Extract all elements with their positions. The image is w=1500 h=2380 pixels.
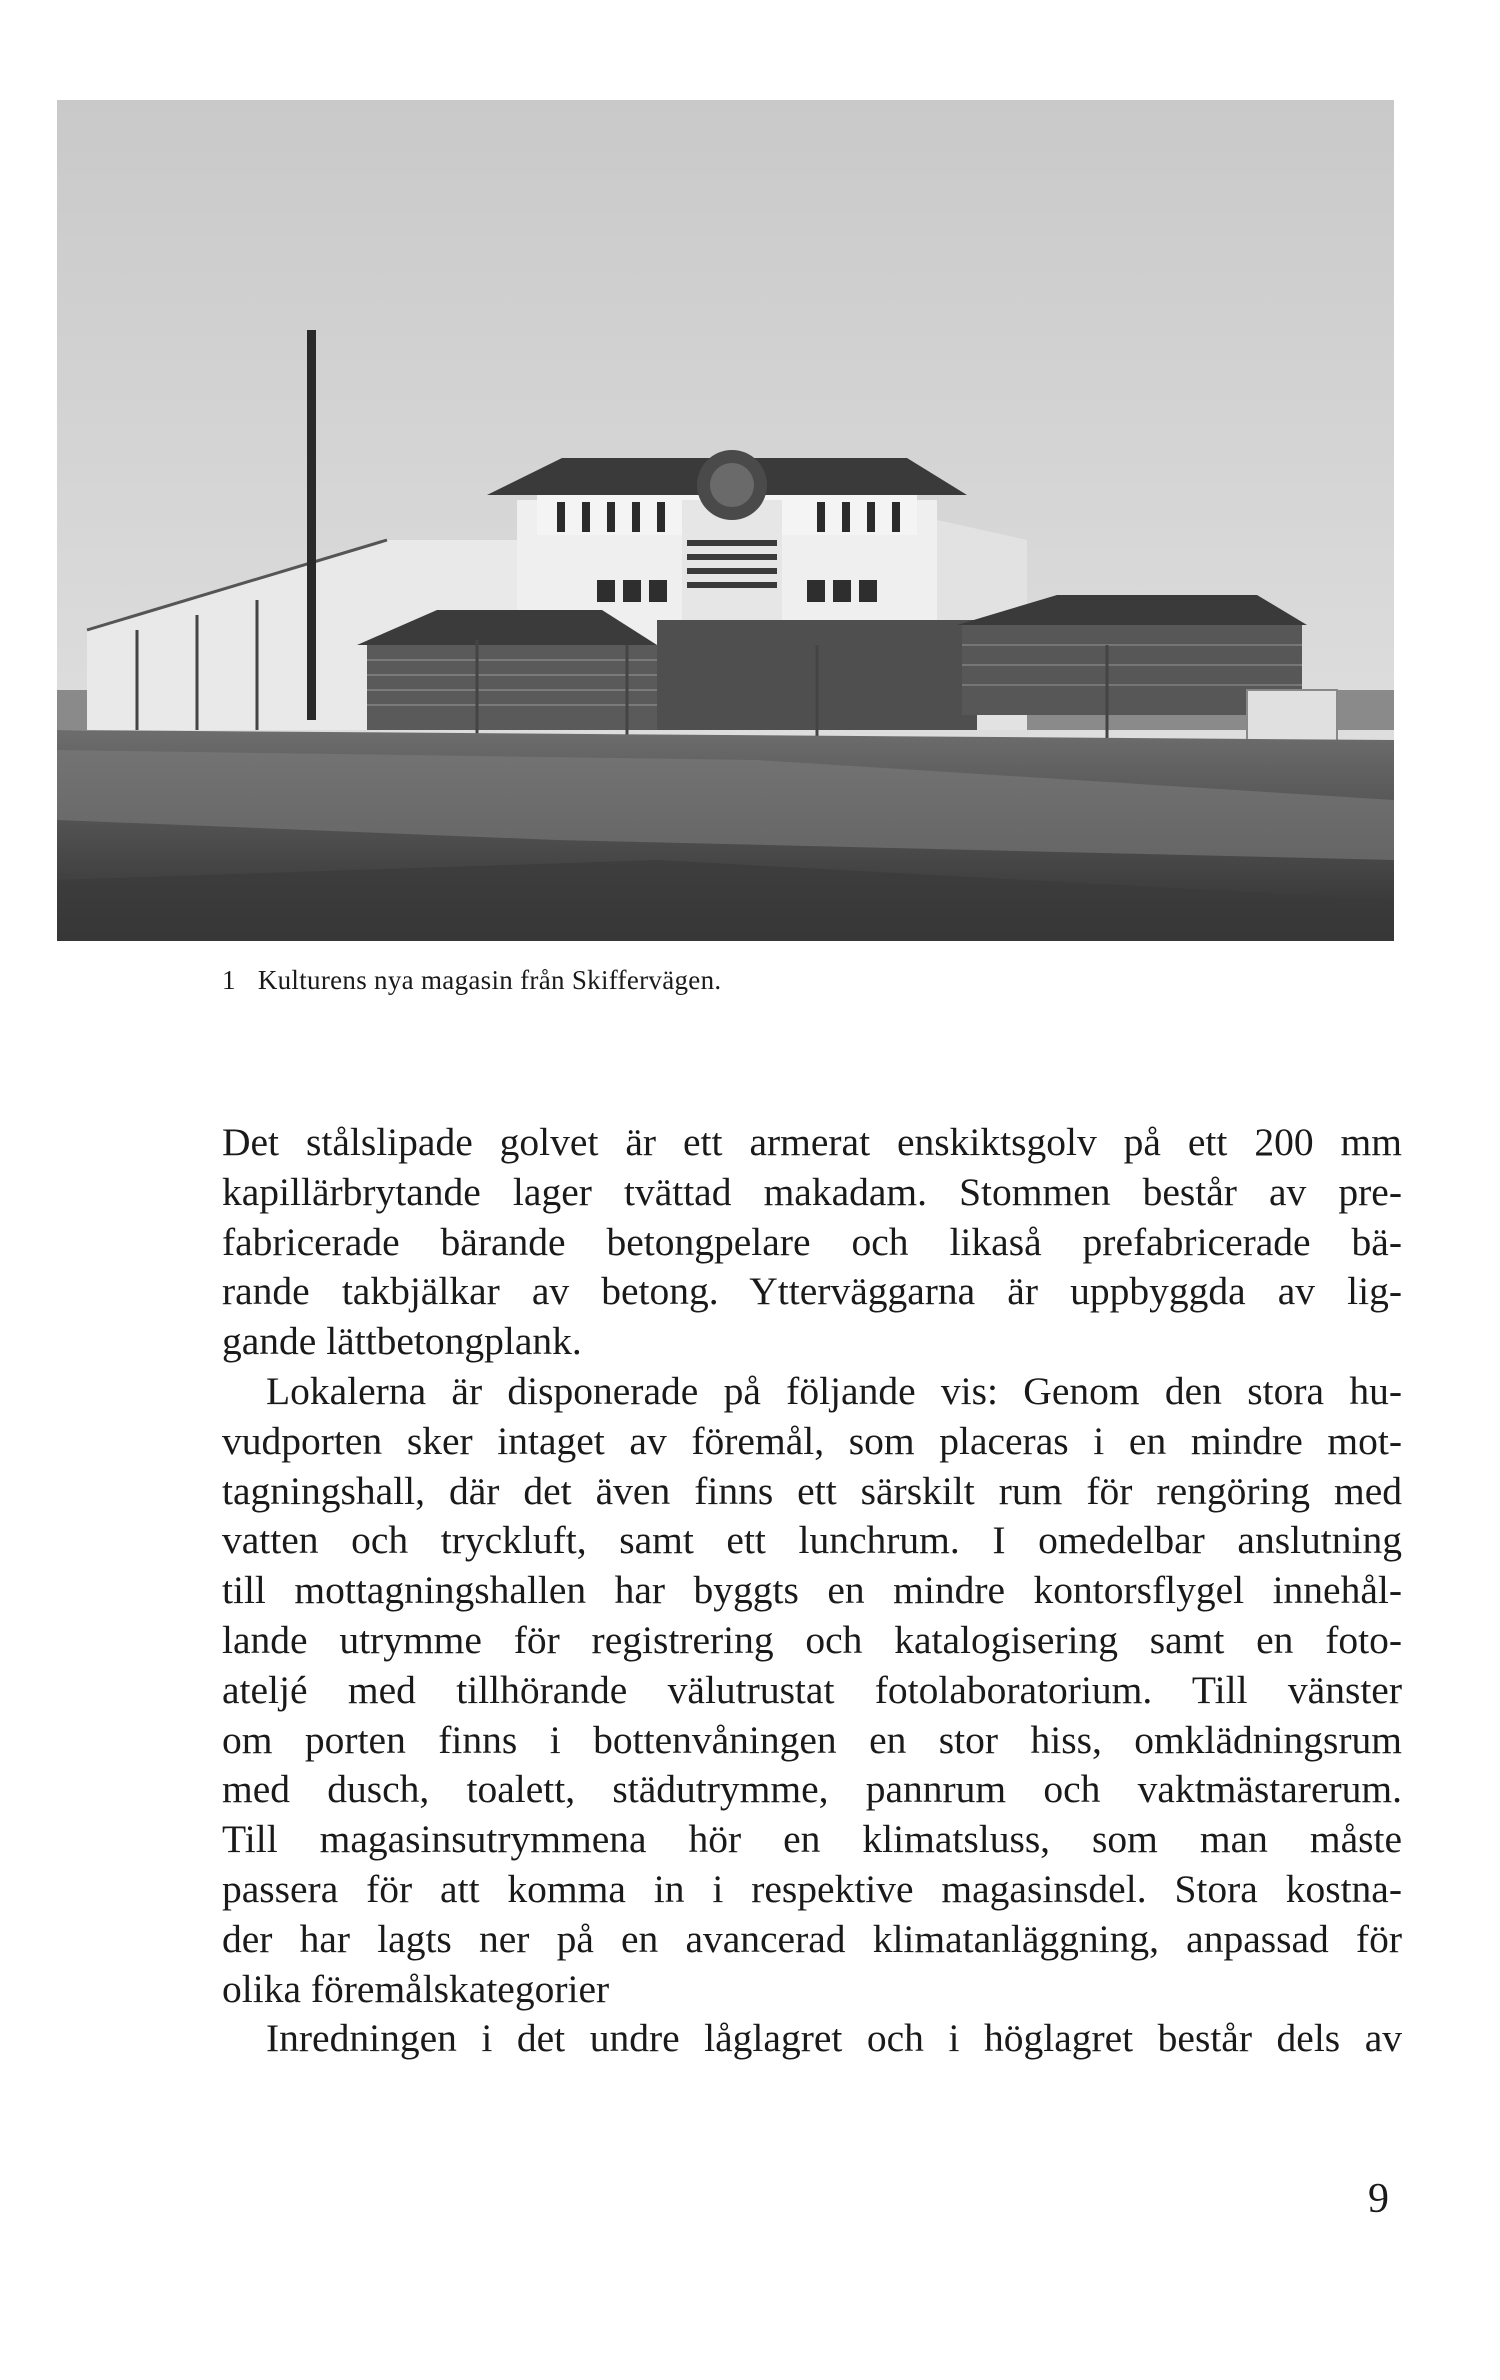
text-line: med dusch, toalett, städutrymme, pannrum och vaktmästarerum. xyxy=(222,1767,1402,1812)
text-line: Inredningen i det undre låglagret och i höglagret består dels av xyxy=(266,2016,1402,2061)
text-line: passera för att komma in i respektive magasinsdel. Stora kostna- xyxy=(222,1866,1402,1911)
text-line: der har lagts ner på en avancerad klimatanläggning, anpassad för xyxy=(222,1916,1402,1961)
text-line: olika föremålskategorier xyxy=(222,1966,610,2011)
text-line: Det stålslipade golvet är ett armerat enskiktsgolv på ett 200 mm xyxy=(222,1120,1402,1164)
text-line: Lokalerna är disponerade på följande vis: Genom den stora hu- xyxy=(266,1368,1402,1413)
text-line: till mottagningshallen har byggts en mindre kontorsflygel innehål- xyxy=(222,1568,1402,1613)
text-line: vatten och tryckluft, samt ett lunchrum. I omedelbar anslutning xyxy=(222,1518,1402,1563)
warehouse-photo xyxy=(57,100,1394,941)
text-line: gande lättbetongplank. xyxy=(222,1319,582,1364)
page-number: 9 xyxy=(1368,2176,1389,2222)
text-line: om porten finns i bottenvåningen en stor hiss, omklädningsrum xyxy=(222,1717,1402,1762)
body-text xyxy=(222,1118,1402,2064)
text-line: Till magasinsutrymmena hör en klimatsluss, som man måste xyxy=(222,1817,1402,1862)
text-line: lande utrymme för registrering och katalogisering samt en foto- xyxy=(222,1617,1402,1662)
text-line: rande takbjälkar av betong. Ytterväggarna är uppbyggda av lig- xyxy=(222,1269,1402,1314)
text-line: fabricerade bärande betongpelare och likaså prefabricerade bä- xyxy=(222,1219,1402,1264)
text-line: vudporten sker intaget av föremål, som placeras i en mindre mot- xyxy=(222,1418,1402,1463)
text-line: kapillärbrytande lager tvättad makadam. Stommen består av pre- xyxy=(222,1169,1402,1214)
figure-number: 1 xyxy=(222,965,236,995)
figure-caption-text: Kulturens nya magasin från Skiffervägen. xyxy=(257,965,722,995)
text-line: tagningshall, där det även finns ett särskilt rum för rengöring med xyxy=(222,1468,1402,1513)
figure-caption xyxy=(222,965,721,996)
text-line: ateljé med tillhörande välutrustat fotolaboratorium. Till vänster xyxy=(222,1667,1402,1712)
